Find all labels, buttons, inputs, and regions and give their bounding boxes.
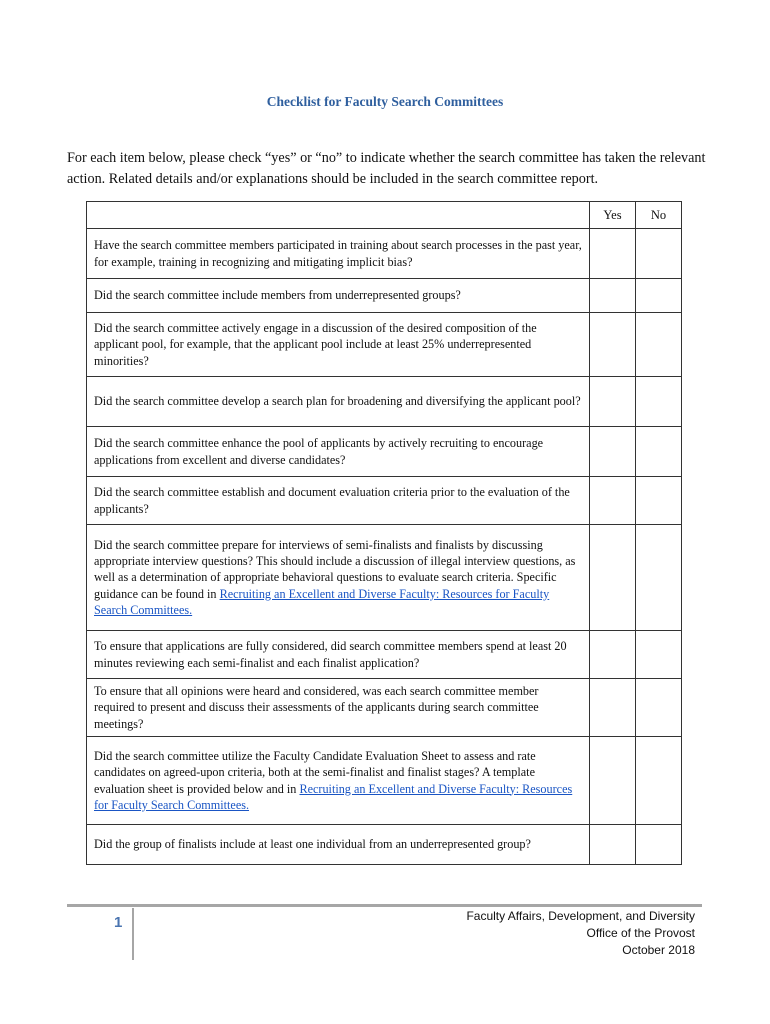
checklist-question bbox=[87, 737, 590, 825]
footer-line-date: October 2018 bbox=[622, 943, 695, 957]
footer-vertical-divider bbox=[132, 908, 134, 960]
question-header-cell bbox=[87, 202, 590, 229]
checklist-row bbox=[87, 377, 682, 427]
question-text: Did the group of finalists include at least one individual from an underrepresented group? bbox=[94, 837, 531, 852]
footer-text bbox=[466, 908, 695, 959]
page-number: 1 bbox=[114, 914, 123, 931]
yes-checkbox-cell[interactable] bbox=[590, 377, 636, 427]
question-text: To ensure that all opinions were heard and considered, was each search committee member required to present and discuss their assessments of the applicants during search committee meetings? bbox=[94, 684, 539, 731]
no-checkbox-cell[interactable] bbox=[636, 825, 682, 865]
no-checkbox-cell[interactable] bbox=[636, 631, 682, 679]
document-title: Checklist for Faculty Search Committees bbox=[266, 94, 504, 109]
question-text: Did the search committee include members from underrepresented groups? bbox=[94, 288, 461, 303]
checklist-question bbox=[87, 377, 590, 427]
checklist-question bbox=[87, 631, 590, 679]
checklist-row bbox=[87, 427, 682, 477]
yes-checkbox-cell[interactable] bbox=[590, 313, 636, 377]
checklist-row bbox=[87, 477, 682, 525]
checklist-row bbox=[87, 313, 682, 377]
checklist-question bbox=[87, 525, 590, 631]
checklist-question bbox=[87, 427, 590, 477]
checklist-question bbox=[87, 825, 590, 865]
yes-checkbox-cell[interactable] bbox=[590, 737, 636, 825]
checklist-row bbox=[87, 279, 682, 313]
yes-checkbox-cell[interactable] bbox=[590, 679, 636, 737]
no-checkbox-cell[interactable] bbox=[636, 427, 682, 477]
yes-header: Yes bbox=[590, 202, 636, 229]
table-header-row bbox=[87, 202, 682, 229]
checklist-row bbox=[87, 737, 682, 825]
yes-checkbox-cell[interactable] bbox=[590, 825, 636, 865]
no-checkbox-cell[interactable] bbox=[636, 737, 682, 825]
yes-checkbox-cell[interactable] bbox=[590, 279, 636, 313]
no-header: No bbox=[636, 202, 682, 229]
footer-divider bbox=[67, 904, 702, 907]
checklist-question bbox=[87, 313, 590, 377]
no-checkbox-cell[interactable] bbox=[636, 377, 682, 427]
checklist-row bbox=[87, 631, 682, 679]
checklist-question bbox=[87, 477, 590, 525]
no-checkbox-cell[interactable] bbox=[636, 525, 682, 631]
checklist-row bbox=[87, 825, 682, 865]
checklist-table bbox=[86, 201, 682, 865]
no-checkbox-cell[interactable] bbox=[636, 279, 682, 313]
intro-paragraph: For each item below, please check “yes” or “no” to indicate whether the search committee has taken the relevant action. Related details and/or explanations should be included in the search committee report. bbox=[67, 150, 706, 187]
checklist-row bbox=[87, 229, 682, 279]
question-text: Did the search committee utilize the Faculty Candidate Evaluation Sheet to assess and rate candidates on agreed-upon criteria, both at the semi-finalist and finalist stages? A template evaluation sheet is provided below and in bbox=[94, 748, 536, 796]
question-text: Did the search committee establish and document evaluation criteria prior to the evaluation of the applicants? bbox=[94, 485, 570, 516]
question-text: Did the search committee develop a search plan for broadening and diversifying the applicant pool? bbox=[94, 394, 581, 409]
question-text: Did the search committee enhance the pool of applicants by actively recruiting to encourage applications from excellent and diverse candidates? bbox=[94, 436, 544, 467]
checklist-row bbox=[87, 679, 682, 737]
checklist-row bbox=[87, 525, 682, 631]
checklist-question bbox=[87, 679, 590, 737]
footer-line-office: Office of the Provost bbox=[586, 926, 695, 940]
question-text: Did the search committee actively engage in a discussion of the desired composition of the applicant pool, for example, that the applicant pool include at least 25% underrepresented minorities? bbox=[94, 321, 537, 368]
question-text: Have the search committee members participated in training about search processes in the past year, for example, training in recognizing and mitigating implicit bias? bbox=[94, 238, 582, 269]
yes-checkbox-cell[interactable] bbox=[590, 427, 636, 477]
yes-checkbox-cell[interactable] bbox=[590, 525, 636, 631]
footer-line-department: Faculty Affairs, Development, and Diversity bbox=[466, 909, 695, 923]
yes-checkbox-cell[interactable] bbox=[590, 229, 636, 279]
checklist-body bbox=[87, 229, 682, 865]
question-text: Did the search committee prepare for interviews of semi-finalists and finalists by discussing appropriate interview questions? This should include a discussion of illegal interview questions, as well as a determination of appropriate behavioral questions to evaluate search criteria. Specific guidance can be found in bbox=[94, 537, 576, 601]
no-checkbox-cell[interactable] bbox=[636, 313, 682, 377]
question-text: To ensure that applications are fully considered, did search committee members spend at least 20 minutes reviewing each semi-finalist and each finalist application? bbox=[94, 639, 567, 670]
no-checkbox-cell[interactable] bbox=[636, 229, 682, 279]
resources-link[interactable]: Recruiting an Excellent and Diverse Faculty: Resources for Faculty Search Committees. bbox=[94, 781, 573, 812]
yes-checkbox-cell[interactable] bbox=[590, 477, 636, 525]
checklist-question bbox=[87, 279, 590, 313]
no-checkbox-cell[interactable] bbox=[636, 477, 682, 525]
resources-link[interactable]: Recruiting an Excellent and Diverse Faculty: Resources for Faculty Search Committees. bbox=[94, 586, 550, 617]
yes-checkbox-cell[interactable] bbox=[590, 631, 636, 679]
no-checkbox-cell[interactable] bbox=[636, 679, 682, 737]
checklist-question bbox=[87, 229, 590, 279]
